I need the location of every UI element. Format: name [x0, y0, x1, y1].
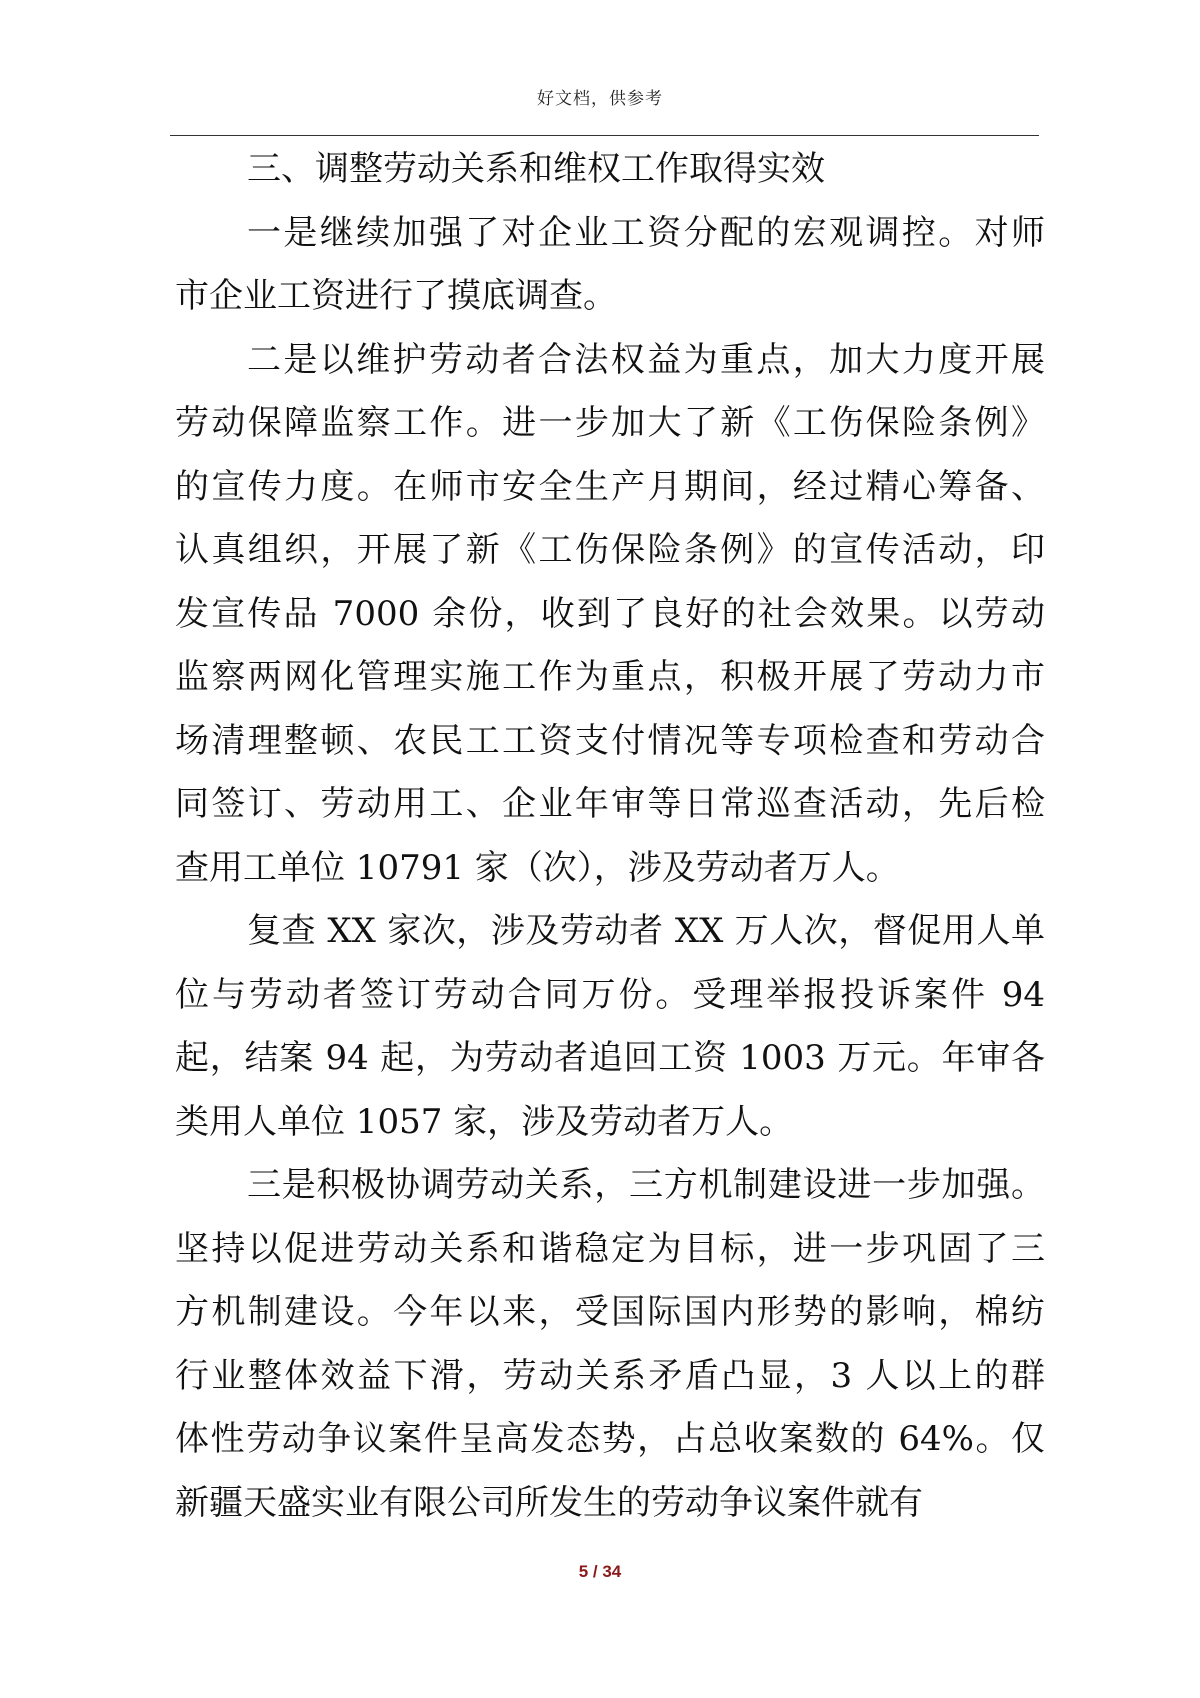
text-line: 行业整体效益下滑，劳动关系矛盾凸显，3 人以上的群: [175, 1355, 1045, 1396]
text-line: 类用人单位 1057 家，涉及劳动者万人。: [175, 1101, 794, 1142]
document-body: [175, 138, 1045, 1535]
page-number: 5 / 34: [578, 1562, 622, 1581]
text-line: 体性劳动争议案件呈高发态势，占总收案数的 64%。仅: [175, 1419, 1045, 1459]
header-rule: [170, 135, 1039, 136]
text-line: 二是以维护劳动者合法权益为重点，加大力度开展: [247, 339, 1045, 380]
text-line: 的宣传力度。在师市安全生产月期间，经过精心筹备、: [175, 466, 1045, 507]
text-line: 同签订、劳动用工、企业年审等日常巡查活动，先后检: [175, 784, 1045, 824]
page-header: 好文档，供参考: [537, 89, 663, 109]
text-line: 位与劳动者签订劳动合同万份。受理举报投诉案件 94: [175, 974, 1045, 1015]
text-line: 劳动保障监察工作。进一步加大了新《工伤保险条例》: [175, 403, 1045, 443]
text-line: 三、调整劳动关系和维权工作取得实效: [247, 149, 825, 189]
text-line: 监察两网化管理实施工作为重点，积极开展了劳动力市: [175, 657, 1045, 697]
text-line: 复查 XX 家次，涉及劳动者 XX 万人次，督促用人单: [247, 911, 1045, 951]
text-line: 起，结案 94 起，为劳动者追回工资 1003 万元。年审各: [175, 1038, 1045, 1078]
text-line: 认真组织，开展了新《工伤保险条例》的宣传活动，印: [175, 530, 1045, 570]
text-line: 一是继续加强了对企业工资分配的宏观调控。对师: [247, 212, 1045, 253]
text-line: 三是积极协调劳动关系，三方机制建设进一步加强。: [247, 1165, 1045, 1205]
text-line: 场清理整顿、农民工工资支付情况等专项检查和劳动合: [175, 720, 1045, 761]
text-line: 方机制建设。今年以来，受国际国内形势的影响，棉纺: [175, 1292, 1045, 1332]
text-line: 发宣传品 7000 余份，收到了良好的社会效果。以劳动: [175, 593, 1045, 634]
text-line: 坚持以促进劳动关系和谐稳定为目标，进一步巩固了三: [175, 1228, 1045, 1269]
text-line: 市企业工资进行了摸底调查。: [175, 276, 617, 316]
text-line: 查用工单位 10791 家（次），涉及劳动者万人。: [175, 847, 900, 888]
text-line: 新疆天盛实业有限公司所发生的劳动争议案件就有: [175, 1482, 923, 1523]
